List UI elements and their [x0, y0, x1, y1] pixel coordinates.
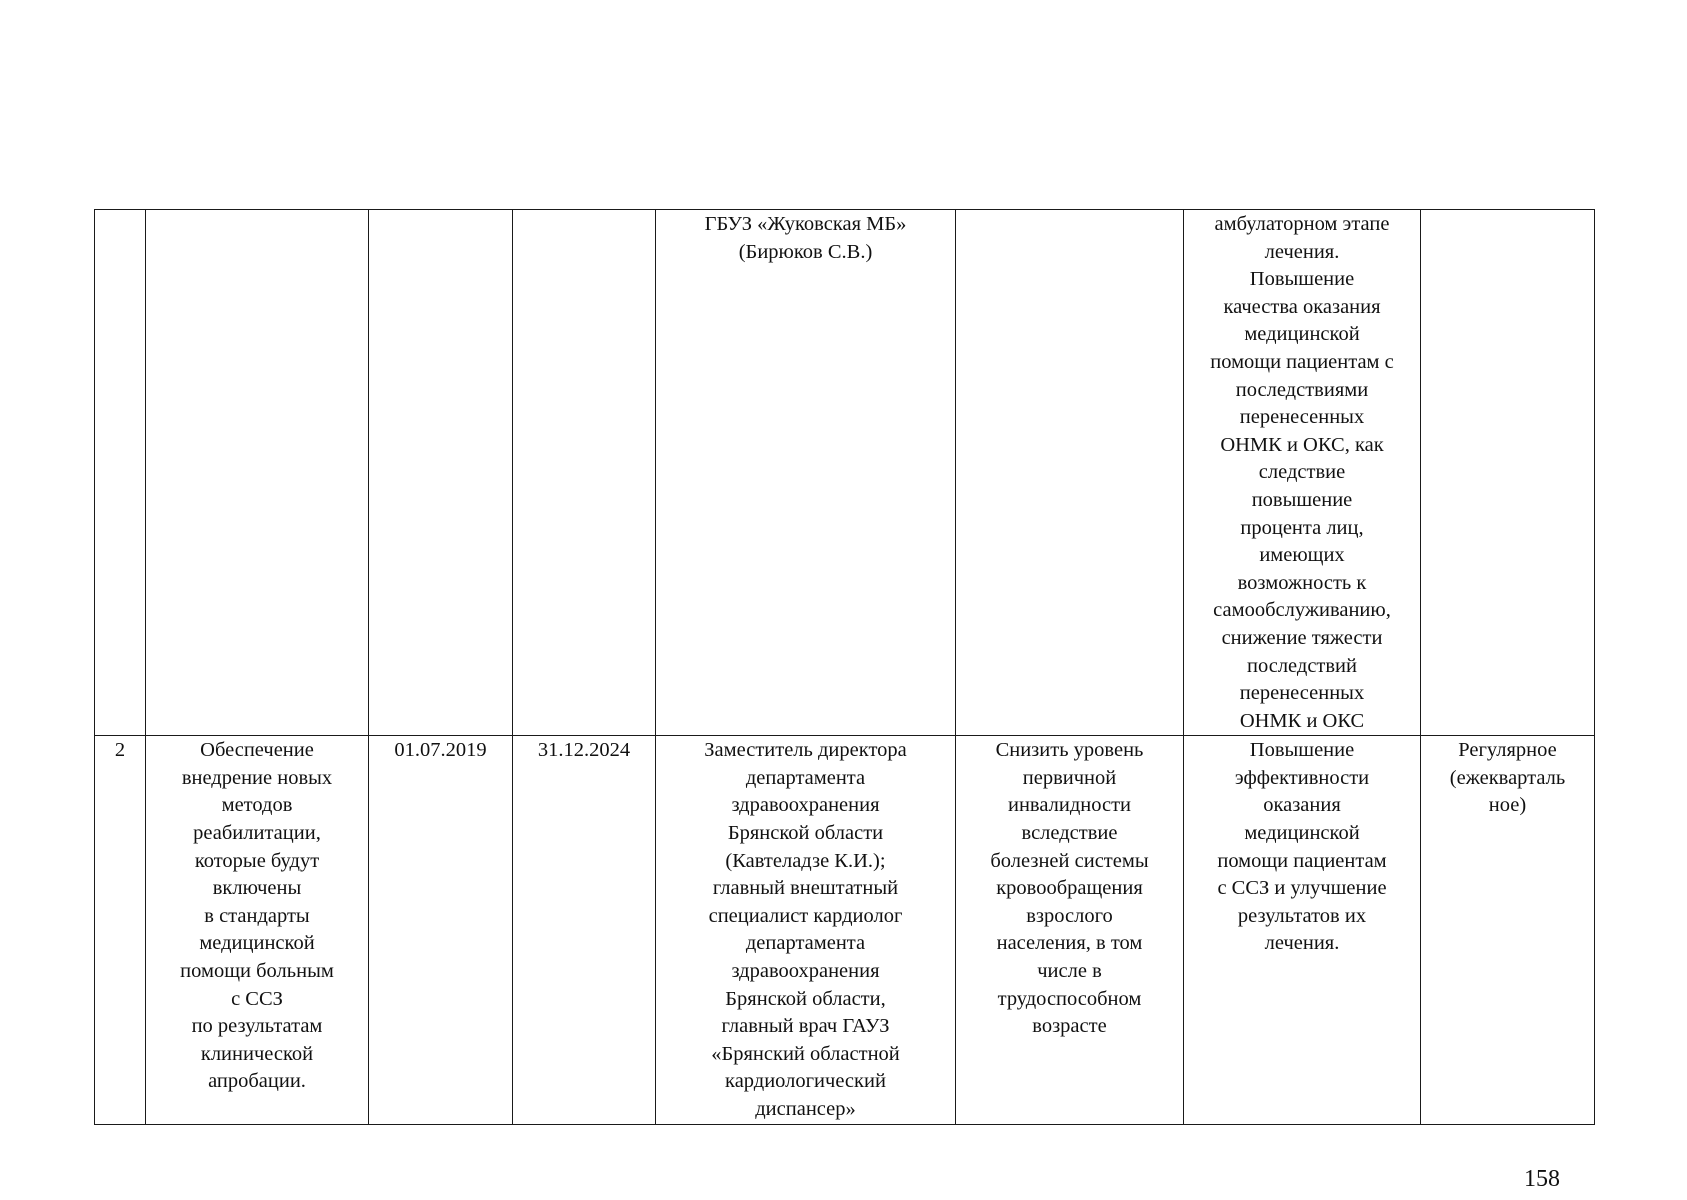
cell-text-line: взрослого: [1026, 904, 1113, 927]
cell-text-line: здравоохранения: [731, 960, 880, 983]
cell-text-line: которые будут: [194, 849, 320, 872]
cell-text-line: повышение: [1251, 488, 1353, 511]
table-row-continuation: [95, 210, 1595, 736]
cell-text-line: следствие: [1258, 461, 1346, 484]
cell-text-line: помощи пациентам: [1217, 849, 1387, 872]
cell-start-date: 01.07.2019: [369, 736, 513, 1124]
cell-control: [1421, 736, 1595, 1124]
cell-text-line: (Бирюков С.В.): [738, 240, 873, 263]
cell-text-line: оказания: [1263, 794, 1341, 817]
cell-text-line: результатов их: [1237, 904, 1367, 927]
cell-text-line: кровообращения: [996, 877, 1143, 900]
cell-text-line: болезней системы: [990, 849, 1149, 872]
cell-measure: [146, 210, 369, 736]
cell-text-line: Брянской области,: [725, 987, 886, 1010]
cell-text-line: числе в: [1037, 960, 1102, 983]
cell-text-line: эффективности: [1234, 766, 1370, 789]
cell-text-line: самообслуживанию,: [1213, 599, 1391, 622]
cell-text-line: лечения.: [1264, 240, 1340, 263]
cell-text-line: департамента: [745, 766, 866, 789]
cell-measure: [146, 736, 369, 1124]
cell-text-line: по результатам: [191, 1015, 323, 1038]
cell-text-line: первичной: [1022, 766, 1117, 789]
cell-text-line: ное): [1488, 794, 1527, 817]
cell-text-line: Обеспечение: [200, 739, 314, 762]
cell-text-line: кардиологический: [725, 1070, 886, 1093]
cell-number: [95, 210, 146, 736]
cell-text-line: ГБУЗ «Жуковская МБ»: [704, 213, 907, 235]
cell-text-line: перенесенных: [1239, 406, 1365, 429]
cell-text-line: Повышение: [1249, 739, 1355, 762]
cell-responsible: [656, 210, 956, 736]
cell-text-line: (ежекварталь: [1449, 766, 1566, 789]
cell-text-line: Повышение: [1249, 268, 1355, 291]
cell-text-line: лечения.: [1264, 932, 1340, 955]
cell-text-line: последствиями: [1235, 378, 1369, 401]
cell-text-line: трудоспособном: [997, 987, 1142, 1010]
cell-text-line: здравоохранения: [731, 794, 880, 817]
cell-text-line: снижение тяжести: [1221, 626, 1383, 649]
table-row-2: [95, 736, 1595, 1124]
cell-text-line: включены: [212, 877, 302, 900]
measures-table: [94, 209, 1595, 1125]
cell-text-line: Брянской области: [727, 822, 884, 845]
cell-text-line: последствий: [1247, 654, 1357, 677]
cell-text-line: Регулярное: [1458, 739, 1557, 762]
cell-text-line: с ССЗ и улучшение: [1217, 877, 1387, 900]
cell-text-line: помощи пациентам с: [1210, 350, 1394, 373]
cell-text-line: с ССЗ: [231, 987, 283, 1010]
cell-text-line: (Кавтеладзе К.И.);: [725, 849, 886, 872]
cell-text-line: Снизить уровень: [995, 739, 1144, 762]
page-number: 158: [1524, 1166, 1560, 1192]
cell-text-line: возрасте: [1032, 1015, 1107, 1038]
cell-text-line: апробации.: [208, 1070, 306, 1093]
cell-number: 2: [95, 736, 146, 1124]
cell-text-line: методов: [221, 794, 293, 817]
cell-expected-result: [1184, 210, 1421, 736]
cell-text-line: реабилитации,: [193, 822, 321, 845]
cell-end-date: [513, 210, 656, 736]
cell-text-line: медицинской: [1244, 323, 1360, 346]
cell-text-line: Заместитель директора: [704, 739, 907, 762]
cell-text-line: имеющих: [1259, 544, 1345, 567]
cell-text-line: главный врач ГАУЗ: [721, 1015, 890, 1038]
cell-text-line: ОНМК и ОКС: [1239, 709, 1365, 732]
cell-text-line: процента лиц,: [1240, 516, 1364, 539]
cell-text-line: главный внештатный: [712, 877, 899, 900]
cell-start-date: [369, 210, 513, 736]
cell-text-line: населения, в том: [996, 932, 1143, 955]
cell-text-line: специалист кардиолог: [708, 904, 903, 927]
cell-text-line: департамента: [745, 932, 866, 955]
cell-text-line: внедрение новых: [181, 766, 333, 789]
cell-text-line: диспансер»: [755, 1098, 856, 1120]
cell-text-line: в стандарты: [204, 904, 310, 927]
cell-text-line: «Брянский областной: [711, 1042, 900, 1065]
cell-text-line: инвалидности: [1007, 794, 1132, 817]
cell-text-line: ОНМК и ОКС, как: [1220, 433, 1384, 456]
cell-text-line: амбулаторном этапе: [1214, 213, 1390, 235]
cell-end-date: 31.12.2024: [513, 736, 656, 1124]
cell-text-line: перенесенных: [1239, 682, 1365, 705]
cell-text-line: клинической: [200, 1042, 314, 1065]
cell-text-line: медицинской: [199, 932, 315, 955]
cell-responsible: [656, 736, 956, 1124]
cell-text-line: качества оказания: [1223, 295, 1381, 318]
cell-text-line: вследствие: [1021, 822, 1118, 845]
cell-expected-result: [1184, 736, 1421, 1124]
cell-control: [1421, 210, 1595, 736]
cell-text-line: помощи больным: [180, 960, 334, 983]
cell-text-line: медицинской: [1244, 822, 1360, 845]
cell-text-line: возможность к: [1237, 571, 1367, 594]
cell-target-indicator: [956, 736, 1184, 1124]
cell-target-indicator: [956, 210, 1184, 736]
